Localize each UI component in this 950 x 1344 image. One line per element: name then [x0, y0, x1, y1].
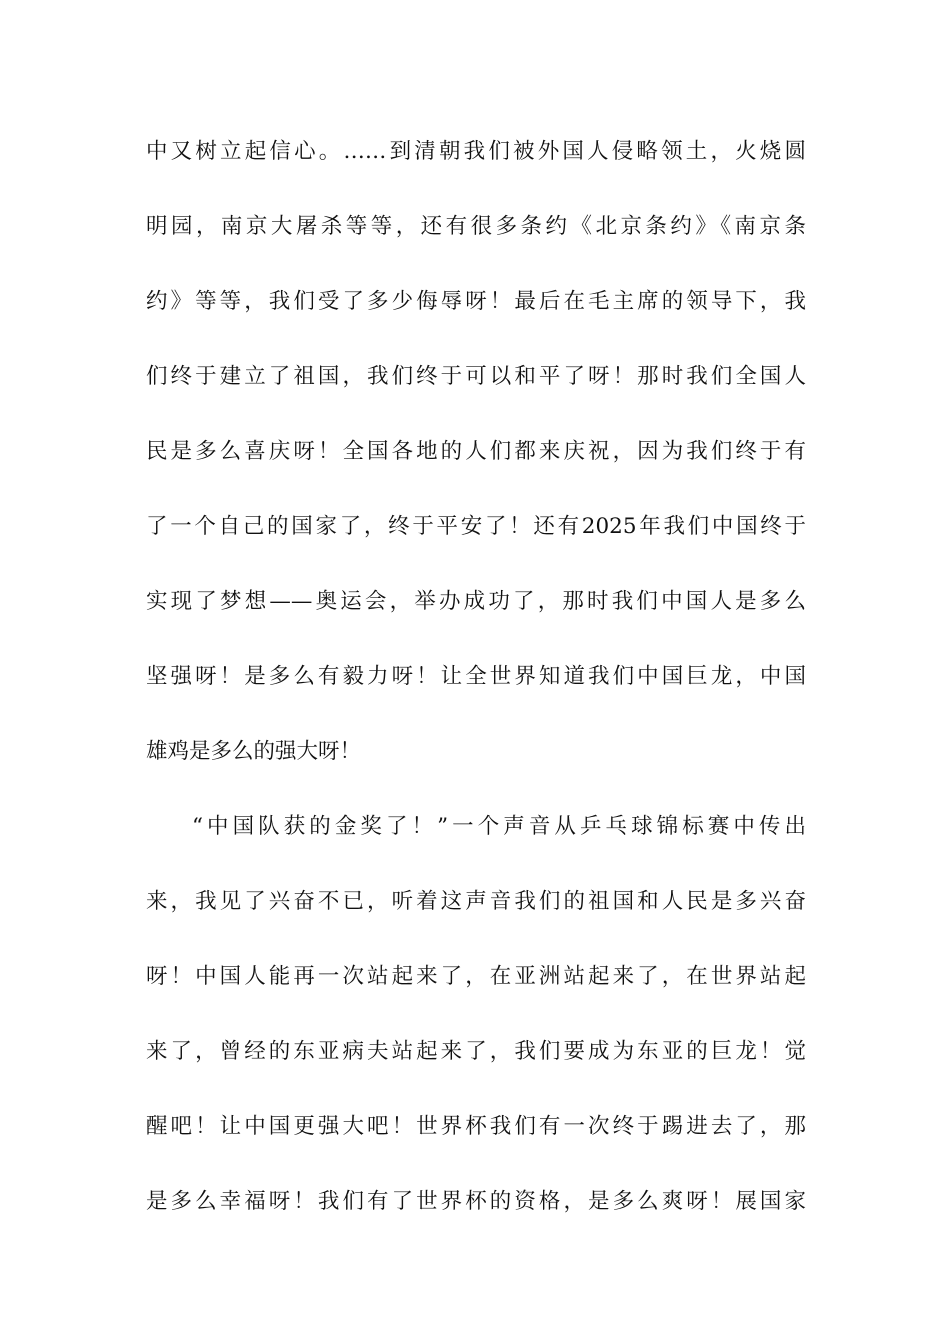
text-line: 约》等等，我们受了多少侮辱呀！最后在毛主席的领导下，我: [146, 289, 806, 314]
text-line: 来了，曾经的东亚病夫站起来了，我们要成为东亚的巨龙！觉: [146, 1039, 806, 1064]
text-line: 来，我见了兴奋不已，听着这声音我们的祖国和人民是多兴奋: [146, 889, 806, 914]
text-line: 是多么幸福呀！我们有了世界杯的资格，是多么爽呀！展国家: [146, 1189, 806, 1214]
text-line: 呀！中国人能再一次站起来了，在亚洲站起来了，在世界站起: [146, 964, 806, 989]
text-line: 实现了梦想——奥运会，举办成功了，那时我们中国人是多么: [146, 589, 806, 614]
text-line: 雄鸡是多么的强大呀！: [146, 739, 362, 764]
text-line: 了一个自己的国家了，终于平安了！还有2025年我们中国终于: [146, 514, 806, 539]
text-line: 民是多么喜庆呀！全国各地的人们都来庆祝，因为我们终于有: [146, 439, 806, 464]
text-line: 醒吧！让中国更强大吧！世界杯我们有一次终于踢进去了，那: [146, 1114, 806, 1139]
text-line: 们终于建立了祖国，我们终于可以和平了呀！那时我们全国人: [146, 364, 806, 389]
text-line: 明园，南京大屠杀等等，还有很多条约《北京条约》《南京条: [146, 214, 806, 239]
text-line: “中国队获的金奖了！”一个声音从乒乓球锦标赛中传出: [192, 814, 806, 839]
text-line: 中又树立起信心。……到清朝我们被外国人侵略领土，火烧圆: [146, 139, 806, 164]
text-line: 坚强呀！是多么有毅力呀！让全世界知道我们中国巨龙，中国: [146, 664, 806, 689]
